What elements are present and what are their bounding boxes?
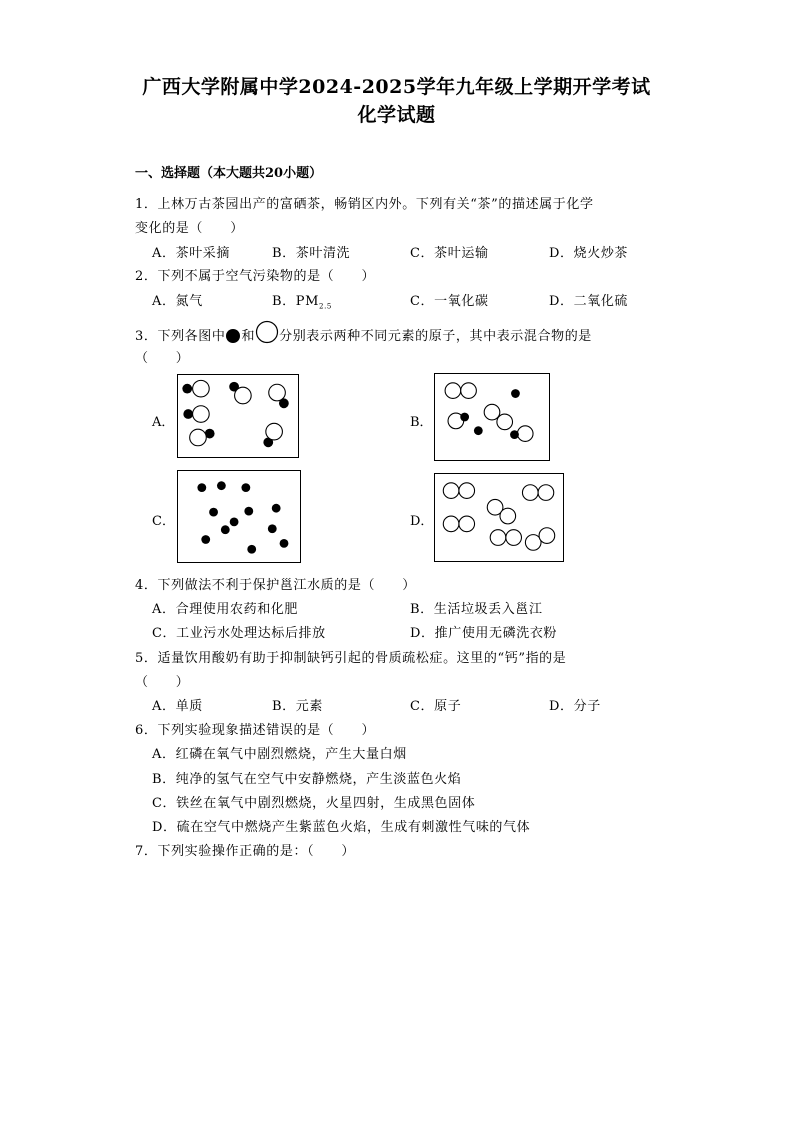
q1-option-d: D．烧火炒茶: [549, 246, 629, 261]
q1-option-a: A．茶叶采摘: [152, 246, 230, 261]
q1-stem-line1: 1．上林万古茶园出产的富硒茶，畅销区内外。下列有关“茶”的描述属于化学: [135, 197, 594, 212]
q3-label-b: B．: [410, 415, 433, 430]
q3-label-a: A．: [152, 415, 175, 430]
q6-option-b: B．纯净的氢气在空气中安静燃烧，产生淡蓝色火焰: [152, 772, 462, 787]
q6-stem-line1: 6．下列实验现象描述错误的是（ ）: [135, 723, 376, 738]
q2-option-d: D．二氧化硫: [549, 294, 629, 309]
section-heading: 一、选择题（本大题共20小题）: [135, 166, 323, 181]
white-atom-symbol: [255, 320, 279, 344]
exam-title-line1: 广西大学附属中学2024-2025学年九年级上学期开学考试: [142, 76, 651, 98]
q3-label-d: D．: [410, 514, 434, 529]
q3-diagram-c: [177, 470, 301, 563]
q3-stem-line2: （ ）: [135, 351, 190, 366]
exam-title-line2: 化学试题: [357, 104, 436, 126]
q1-stem-line2: 变化的是（ ）: [135, 221, 244, 236]
black-atom-symbol: [225, 326, 241, 344]
q7-stem-line1: 7．下列实验操作正确的是：（ ）: [135, 844, 355, 859]
q6-option-d: D．硫在空气中燃烧产生紫蓝色火焰，生成有刺激性气味的气体: [152, 820, 531, 835]
q4-stem-line1: 4．下列做法不利于保护邕江水质的是（ ）: [135, 578, 416, 593]
q2-option-a: A．氮气: [152, 294, 203, 309]
q5-option-d: D．分子: [549, 699, 601, 714]
q4-option-c: C．工业污水处理达标后排放: [152, 626, 326, 641]
q5-option-c: C．原子: [410, 699, 462, 714]
q3-diagram-d: [434, 473, 564, 562]
q3-label-c: C．: [152, 514, 175, 529]
q2-option-b: B．$PM_{2.5}$: [272, 294, 332, 311]
q5-option-a: A．单质: [152, 699, 203, 714]
q1-option-b: B．茶叶清洗: [272, 246, 351, 261]
pm-subscript: 2.5: [319, 302, 332, 311]
q4-option-b: B．生活垃圾丢入邕江: [410, 602, 543, 617]
q2-stem-line1: 2．下列不属于空气污染物的是（ ）: [135, 269, 376, 284]
q3-diagram-b: [434, 373, 550, 461]
q5-stem-line1: 5．适量饮用酸奶有助于抑制缺钙引起的骨质疏松症。这里的“钙”指的是: [135, 651, 567, 666]
q5-stem-line2: （ ）: [135, 675, 190, 690]
q3-diagram-a: [177, 374, 299, 458]
q3-stem-line1: 3．下列各图中 和 分别表示两种不同元素的原子，其中表示混合物的是: [135, 320, 592, 344]
q4-option-d: D．推广使用无磷洗衣粉: [410, 626, 558, 641]
q5-option-b: B．元素: [272, 699, 323, 714]
q4-option-a: A．合理使用农药和化肥: [152, 602, 298, 617]
q2-option-c: C．一氧化碳: [410, 294, 489, 309]
q6-option-c: C．铁丝在氧气中剧烈燃烧，火星四射，生成黑色固体: [152, 796, 476, 811]
q1-option-c: C．茶叶运输: [410, 246, 489, 261]
q6-option-a: A．红磷在氧气中剧烈燃烧，产生大量白烟: [152, 747, 407, 762]
